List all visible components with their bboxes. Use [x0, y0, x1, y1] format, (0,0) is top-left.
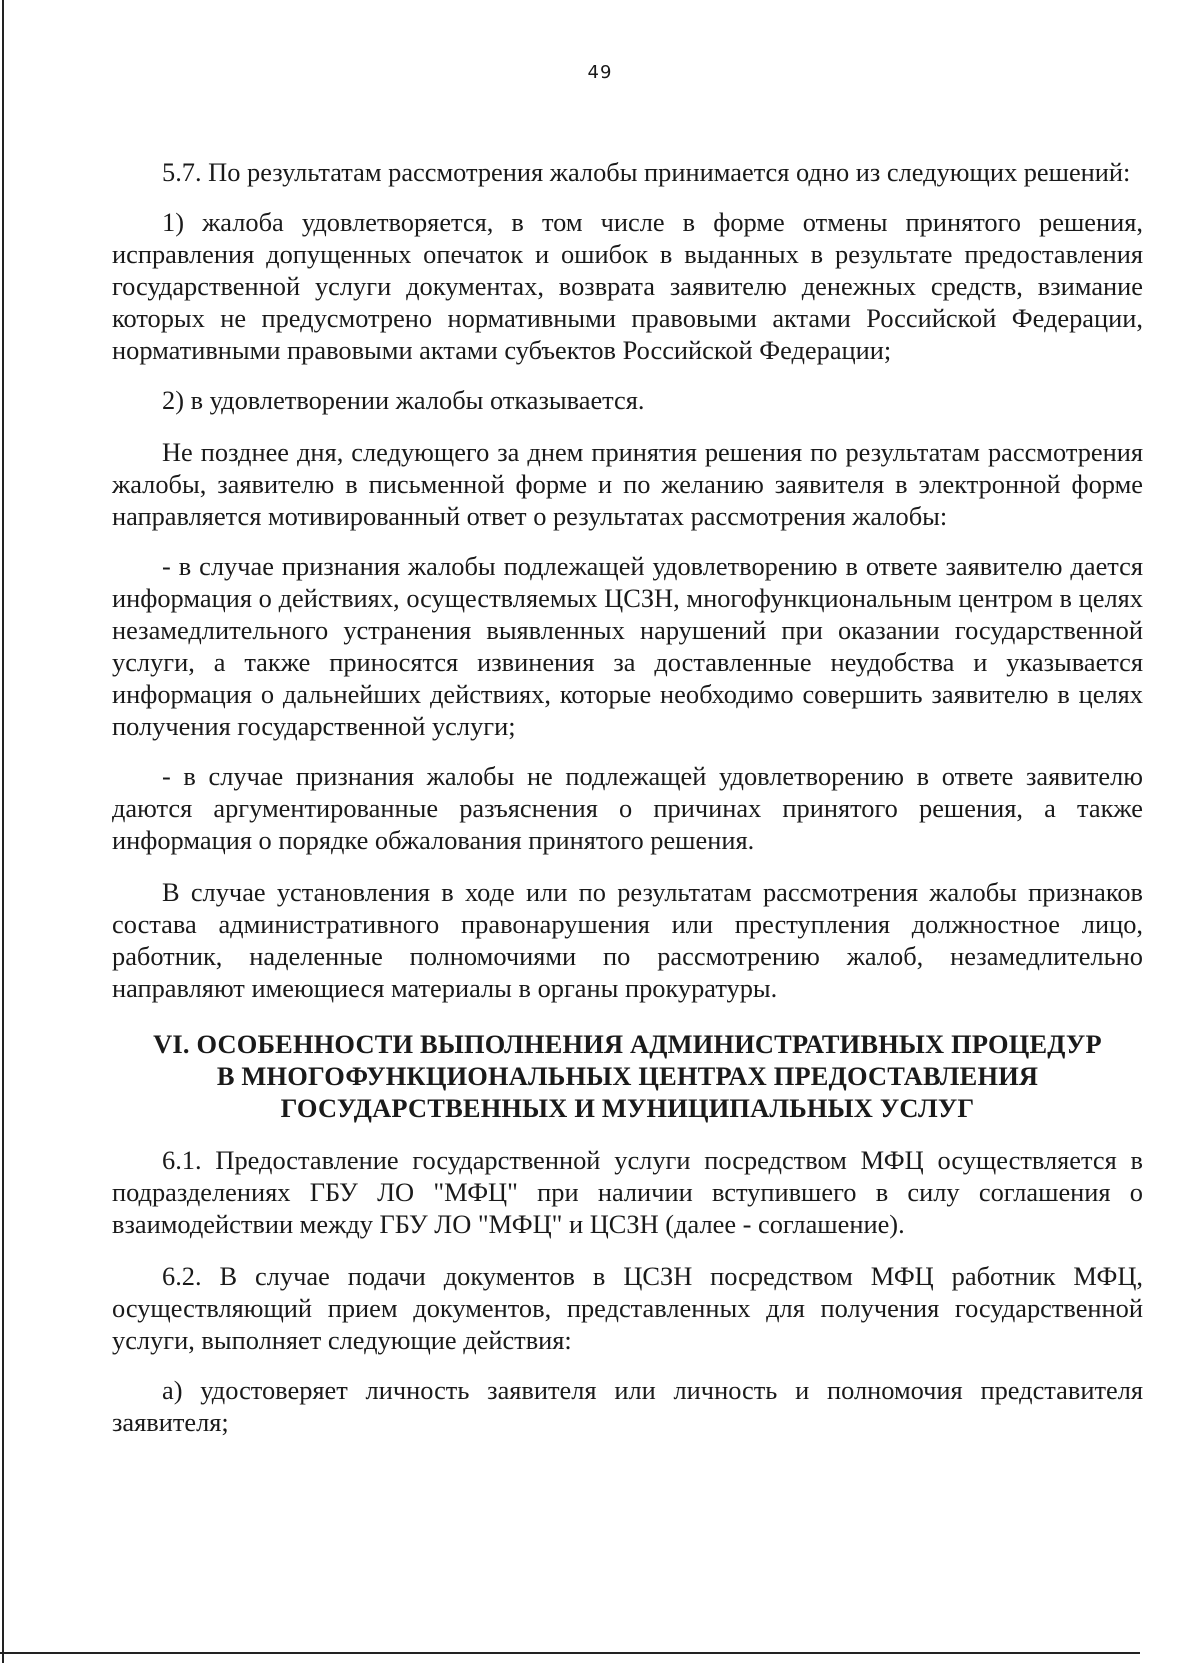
paragraph-case-rejected: - в случае признания жалобы не подлежащей удовлетворению в ответе заявителю даются аргументированные разъяснения о причинах принятого решения, а также информация о порядке обжалования принятого решения.	[112, 761, 1143, 855]
paragraph-decision-1: 1) жалоба удовлетворяется, в том числе в форме отмены принятого решения, исправления допущенных опечаток и ошибок в выданных в результате предоставления государственной услуги документах, возврата заявителю денежных средств, взимание которых не предусмотрено нормативными правовыми актами Российской Федерации, нормативными правовыми актами субъектов Российской Федерации;	[112, 207, 1143, 365]
paragraph-6-1: 6.1. Предоставление государственной услуги посредством МФЦ осуществляется в подразделениях ГБУ ЛО "МФЦ" при наличии вступившего в силу соглашения о взаимодействии между ГБУ ЛО "МФЦ" и ЦСЗН (далее - соглашение).	[112, 1145, 1143, 1239]
section-heading-line-1: VI. ОСОБЕННОСТИ ВЫПОЛНЕНИЯ АДМИНИСТРАТИВНЫХ ПРОЦЕДУР	[153, 1029, 1102, 1059]
paragraph-6-2-a: а) удостоверяет личность заявителя или личность и полномочия представителя заявителя;	[112, 1375, 1143, 1437]
paragraph-case-satisfied: - в случае признания жалобы подлежащей удовлетворению в ответе заявителю дается информация о действиях, осуществляемых ЦСЗН, многофункциональным центром в целях незамедлительного устранения выявленных нарушений при оказании государственной услуги, а также приносятся извинения за доставленные неудобства и указывается информация о дальнейших действиях, которые необходимо совершить заявителю в целях получения государственной услуги;	[112, 551, 1143, 741]
section-heading-line-3: ГОСУДАРСТВЕННЫХ И МУНИЦИПАЛЬНЫХ УСЛУГ	[280, 1093, 975, 1123]
paragraph-5-7: 5.7. По результатам рассмотрения жалобы принимается одно из следующих решений:	[162, 157, 1131, 187]
section-heading-line-2: В МНОГОФУНКЦИОНАЛЬНЫХ ЦЕНТРАХ ПРЕДОСТАВЛЕНИЯ	[216, 1061, 1039, 1091]
document-body	[112, 156, 1143, 1438]
paragraph-response: Не позднее дня, следующего за днем принятия решения по результатам рассмотрения жалобы, заявителю в письменной форме и по желанию заявителя в электронной форме направляется мотивированный ответ о результатах рассмотрения жалобы:	[112, 437, 1143, 531]
section-heading	[112, 1028, 1143, 1124]
scan-edge-left	[2, 0, 4, 1663]
paragraph-6-2: 6.2. В случае подачи документов в ЦСЗН посредством МФЦ работник МФЦ, осуществляющий прием документов, представленных для получения государственной услуги, выполняет следующие действия:	[112, 1261, 1143, 1355]
page-number: 49	[587, 62, 613, 83]
paragraph-decision-2: 2) в удовлетворении жалобы отказывается.	[162, 385, 645, 415]
scan-edge-bottom	[0, 1652, 1140, 1654]
paragraph-prosecution: В случае установления в ходе или по результатам рассмотрения жалобы признаков состава административного правонарушения или преступления должностное лицо, работник, наделенные полномочиями по рассмотрению жалоб, незамедлительно направляют имеющиеся материалы в органы прокуратуры.	[112, 877, 1143, 1003]
